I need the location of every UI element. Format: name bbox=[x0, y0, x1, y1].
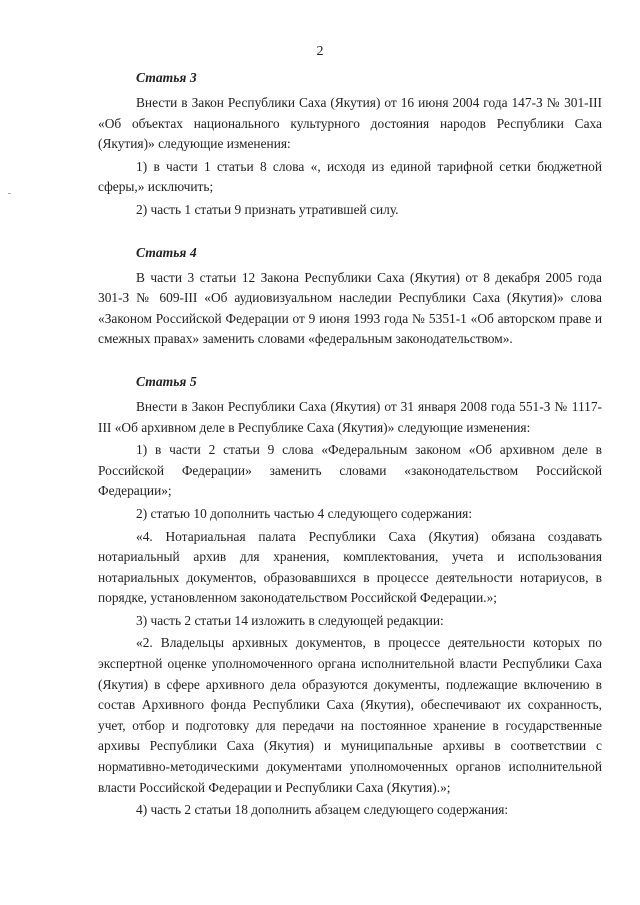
article-paragraph: 1) в части 1 статьи 8 слова «, исходя из единой тарифной сетки бюджетной сферы,» исключить; bbox=[98, 158, 602, 195]
article-title: Статья 3 bbox=[136, 70, 197, 85]
article-title: Статья 4 bbox=[136, 244, 197, 260]
document-body bbox=[98, 70, 602, 845]
article-paragraph: 2) часть 1 статьи 9 признать утратившей силу. bbox=[136, 201, 399, 217]
article-paragraph: «2. Владельцы архивных документов, в процессе деятельности которых по экспертной оценке уполномоченного органа исполнительной власти Республики Саха (Якутия) в сфере архивного дела образуются документы, подлежащие включению в состав Архивного фонда Республики Саха (Якутия), обеспечивают их сохранность, учет, отбор и подготовку для передачи на постоянное хранение в государственные архивы Республики Саха (Якутия) и муниципальные архивы в соответствии с нормативно-методическими документами уполномоченных органов исполнительной власти Российской Федерации и Республики Саха (Якутия).»; bbox=[98, 635, 602, 795]
article-title: Статья 5 bbox=[136, 373, 197, 389]
article-3 bbox=[98, 70, 602, 221]
margin-mark bbox=[8, 193, 11, 194]
article-paragraph: 1) в части 2 статьи 9 слова «Федеральным законом «Об архивном деле в Российской Федерации» заменить словами «законодательством Российской Федерации»; bbox=[98, 442, 602, 499]
article-paragraph: Внести в Закон Республики Саха (Якутия) от 16 июня 2004 года 147-З № 301-III «Об объектах национального культурного достояния народов Республики Саха (Якутия)» следующие изменения: bbox=[98, 95, 602, 152]
article-paragraph: «4. Нотариальная палата Республики Саха (Якутия) обязана создавать нотариальный архив для хранения, комплектования, учета и использования нотариальных документов, образовавшихся в процессе деятельности нотариусов, в порядке, установленном законодательством Российской Федерации.»; bbox=[98, 528, 602, 606]
article-paragraph: В части 3 статьи 12 Закона Республики Саха (Якутия) от 8 декабря 2005 года 301-З № 609-III «Об аудиовизуальном наследии Республики Саха (Якутия)» слова «Законом Российской Федерации от 9 июня 1993 года № 5351-1 «Об авторском праве и смежных правах» заменить словами «федеральным законодательством». bbox=[98, 269, 602, 347]
article-5 bbox=[98, 374, 602, 821]
article-paragraph: 3) часть 2 статьи 14 изложить в следующей редакции: bbox=[136, 612, 444, 628]
page-number: 2 bbox=[316, 44, 324, 59]
article-4 bbox=[98, 245, 602, 350]
article-paragraph: Внести в Закон Республики Саха (Якутия) от 31 января 2008 года 551-З № 1117-III «Об архивном деле в Республике Саха (Якутия)» следующие изменения: bbox=[98, 398, 602, 435]
article-paragraph: 4) часть 2 статьи 18 дополнить абзацем следующего содержания: bbox=[136, 802, 509, 818]
article-paragraph: 2) статью 10 дополнить частью 4 следующего содержания: bbox=[136, 505, 473, 521]
